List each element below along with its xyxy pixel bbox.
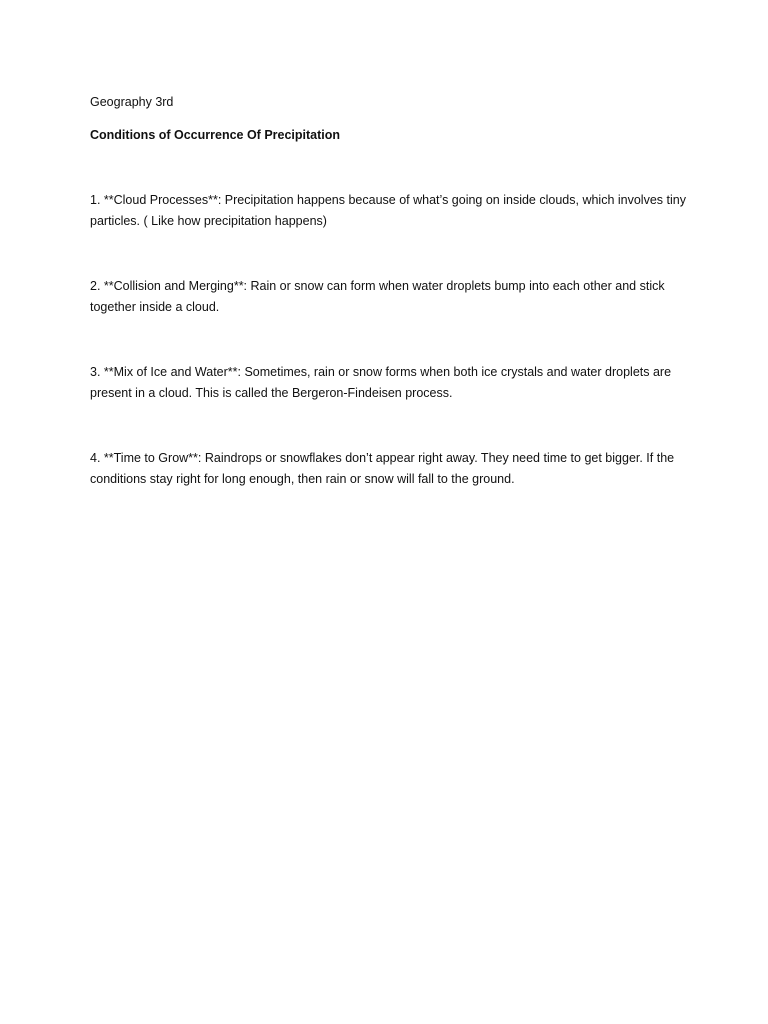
document-page <box>90 92 690 534</box>
point-cloud-processes: 1. **Cloud Processes**: Precipitation happens because of what’s going on inside clouds, which involves tiny particles. ( Like how precipitation happens) <box>90 193 686 228</box>
point-collision-merging: 2. **Collision and Merging**: Rain or snow can form when water droplets bump into each other and stick together inside a cloud. <box>90 279 665 314</box>
document-subject: Geography 3rd <box>90 95 174 109</box>
point-time-to-grow: 4. **Time to Grow**: Raindrops or snowflakes don’t appear right away. They need time to get bigger. If the conditions stay right for long enough, then rain or snow will fall to the ground. <box>90 451 675 486</box>
point-ice-water-mix: 3. **Mix of Ice and Water**: Sometimes, rain or snow forms when both ice crystals and water droplets are present in a cloud. This is called the Bergeron-Findeisen process. <box>90 365 672 400</box>
document-heading: Conditions of Occurrence Of Precipitation <box>90 128 341 142</box>
